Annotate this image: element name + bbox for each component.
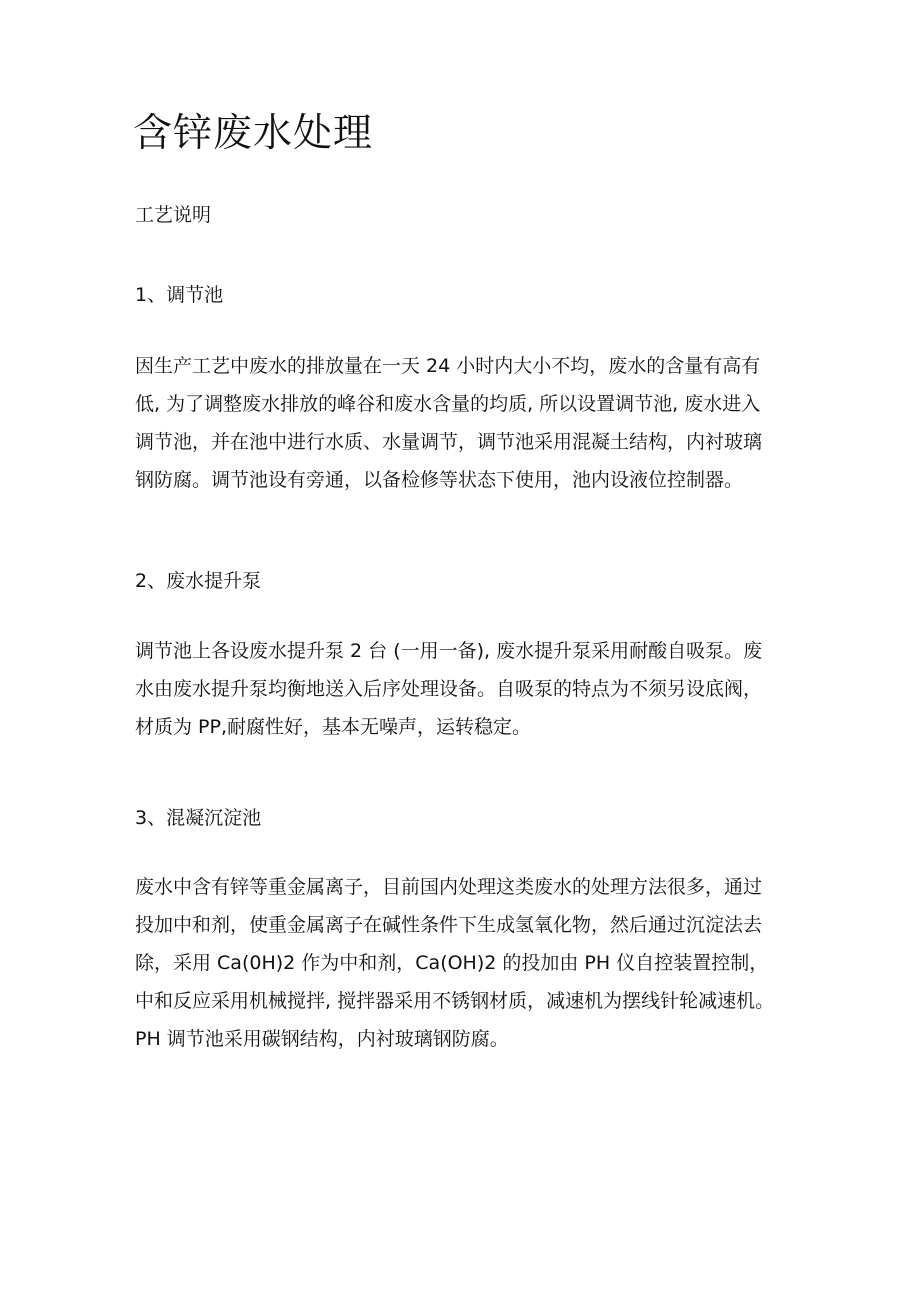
paragraph-line: 调节池上各设废水提升泵 2 台 (一用一备), 废水提升泵采用耐酸自吸泵。废 (135, 640, 763, 662)
paragraph-line: PH 调节池采用碳钢结构，内衬玻璃钢防腐。 (135, 1028, 509, 1050)
paragraph-line: 投加中和剂，使重金属离子在碱性条件下生成氢氧化物，然后通过沉淀法去 (135, 914, 763, 936)
section-paragraph (135, 868, 815, 1058)
paragraph-line: 因生产工艺中废水的排放量在一天 24 小时内大小不均，废水的含量有高有 (135, 355, 761, 377)
paragraph-line: 钢防腐。调节池设有旁通，以备检修等状态下使用，池内设液位控制器。 (135, 469, 744, 491)
section-heading: 3、混凝沉淀池 (135, 807, 262, 829)
paragraph-line: 材质为 PP,耐腐性好，基本无噪声，运转稳定。 (135, 716, 531, 738)
paragraph-line: 中和反应采用机械搅拌, 搅拌器采用不锈钢材质，减速机为摆线针轮减速机。 (135, 990, 775, 1012)
paragraph-line: 水由废水提升泵均衡地送入后序处理设备。自吸泵的特点为不须另设底阀， (135, 678, 763, 700)
section-paragraph (135, 347, 815, 499)
document-title: 含锌废水处理 (133, 111, 374, 156)
paragraph-line: 低, 为了调整废水排放的峰谷和废水含量的均质, 所以设置调节池, 废水进入 (135, 393, 761, 415)
paragraph-line: 调节池，并在池中进行水质、水量调节，调节池采用混凝土结构，内衬玻璃 (135, 431, 763, 453)
paragraph-line: 废水中含有锌等重金属离子，目前国内处理这类废水的处理方法很多，通过 (135, 876, 763, 898)
document-subtitle: 工艺说明 (135, 204, 212, 226)
paragraph-line: 除，采用 Ca(0H)2 作为中和剂，Ca(OH)2 的投加由 PH 仪自控装置控制， (135, 952, 769, 974)
section-paragraph (135, 632, 815, 746)
section-heading: 1、调节池 (135, 284, 224, 306)
section-heading: 2、废水提升泵 (135, 570, 262, 592)
